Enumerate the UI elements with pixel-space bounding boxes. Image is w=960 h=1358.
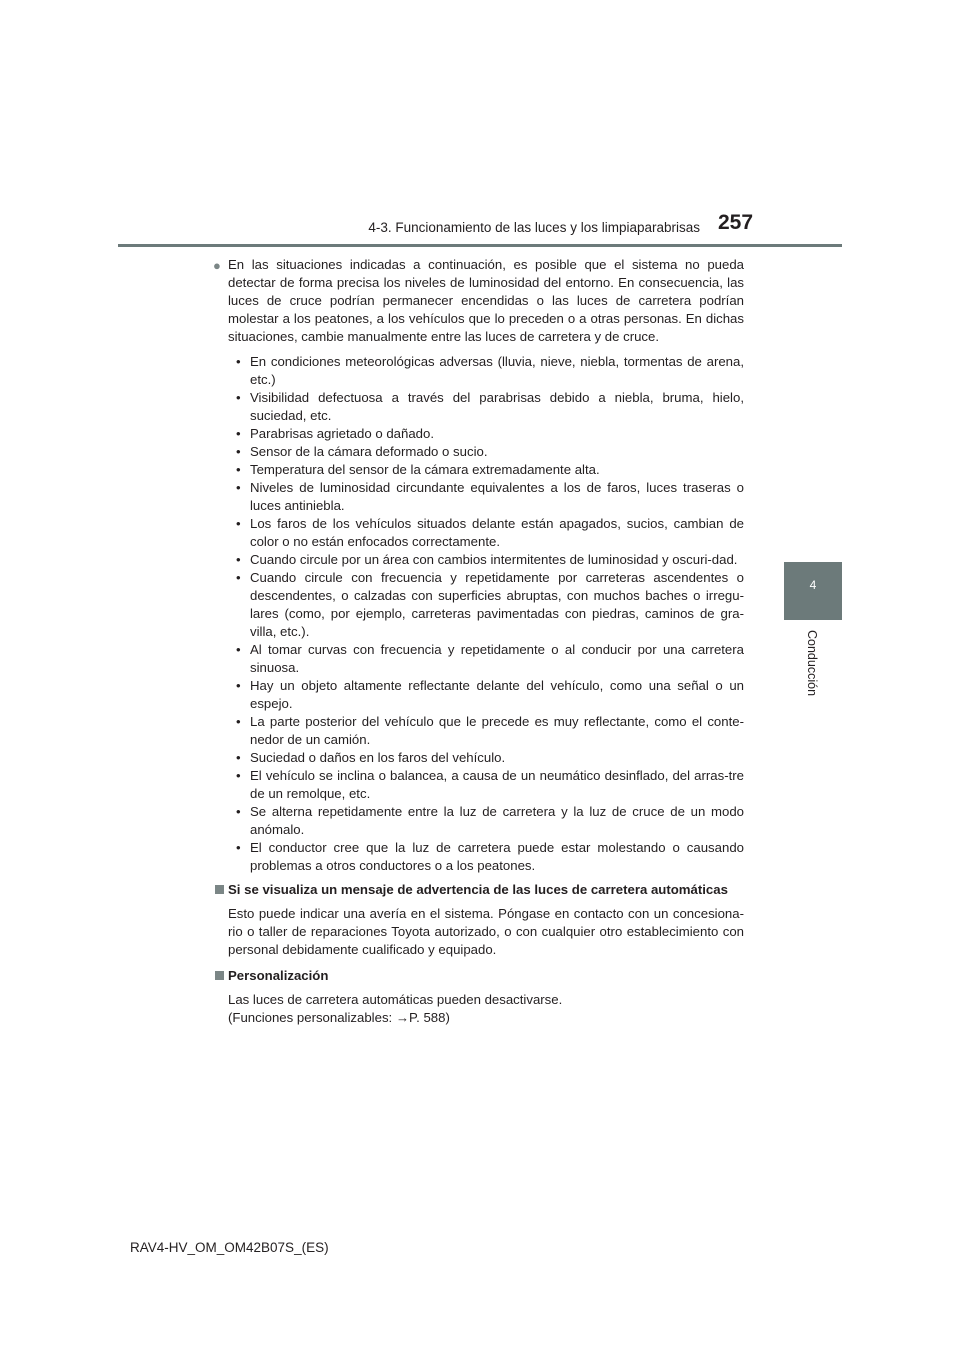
list-item: • Temperatura del sensor de la cámara extremadamente alta. [236, 462, 600, 477]
bullet-dot-icon: • [236, 444, 241, 459]
square-bullet-icon [215, 885, 224, 894]
list-item: • Hay un objeto altamente reflectante delante del vehículo, como una señal o un espejo. [236, 678, 744, 711]
bullet-dot-icon: • [236, 768, 241, 783]
bullet-dot-icon: • [236, 804, 241, 819]
bullet-dot-icon: • [236, 480, 241, 495]
bullet-dot-icon: • [236, 390, 241, 405]
section-title: 4-3. Funcionamiento de las luces y los limpiaparabrisas [368, 220, 700, 235]
bullet-dot-icon: • [236, 570, 241, 585]
list-item: • Cuando circule con frecuencia y repetidamente por carreteras ascendentes o descendentes, o calzadas con superficies abruptas, con muchos baches o irregu-lares (como, por ejemplo, carreteras pavimentadas con piedras, caminos de gra-villa, etc.). [236, 570, 744, 639]
list-item: • Los faros de los vehículos situados delante están apagados, sucios, cambian de color o no están enfocados correctamente. [236, 516, 744, 549]
page-number: 257 [718, 211, 754, 234]
intro-paragraph [213, 256, 744, 346]
bullet-dot-icon: • [236, 426, 241, 441]
bullet-dot-icon: • [236, 552, 241, 567]
list-item: • Sensor de la cámara deformado o sucio. [236, 444, 488, 459]
list-item: • Suciedad o daños en los faros del vehículo. [236, 750, 506, 765]
conditions-list [228, 353, 744, 875]
bullet-dot-icon: • [236, 840, 241, 855]
list-item: • Visibilidad defectuosa a través del parabrisas debido a niebla, bruma, hielo, suciedad, etc. [236, 390, 744, 423]
bullet-dot-icon: • [236, 642, 241, 657]
list-item: • Parabrisas agrietado o dañado. [236, 426, 435, 441]
section-body: Esto puede indicar una avería en el sistema. Póngase en contacto con un concesiona-rio o taller de reparaciones Toyota autorizado, o con cualquier otro establecimiento con personal debidamente cualificado y equipado. [228, 906, 744, 957]
list-item: • Cuando circule por un área con cambios intermitentes de luminosidad y oscuri-dad. [236, 552, 738, 567]
section-heading: Personalización [228, 967, 744, 985]
list-item: • El conductor cree que la luz de carretera puede estar molestando o causando problemas a otros conductores o a los peatones. [236, 840, 744, 873]
chapter-label: Conducción [805, 630, 819, 697]
list-item: • Se alterna repetidamente entre la luz de carretera y la luz de cruce de un modo anómalo. [236, 804, 744, 837]
main-content [213, 256, 744, 1027]
bullet-dot-icon: • [236, 354, 241, 369]
list-item: • La parte posterior del vehículo que le precede es muy reflectante, como el conte-nedor de un camión. [236, 714, 744, 747]
square-bullet-icon [215, 971, 224, 980]
header-divider [118, 244, 842, 247]
bullet-dot-icon: • [236, 516, 241, 531]
bullet-dot-icon: • [236, 462, 241, 477]
list-item: • Niveles de luminosidad circundante equivalentes a los de faros, luces traseras o luces antiniebla. [236, 480, 744, 513]
list-item: • El vehículo se inclina o balancea, a causa de un neumático desinflado, del arras-tre de un remolque, etc. [236, 768, 744, 801]
personalization-section [228, 967, 744, 1027]
chapter-tab: 4 [784, 562, 842, 620]
bullet-dot-icon: • [236, 750, 241, 765]
list-item: • Al tomar curvas con frecuencia y repetidamente o al conducir por una carretera sinuosa. [236, 642, 744, 675]
bullet-dot-icon: • [236, 678, 241, 693]
list-item: • En condiciones meteorológicas adversas (lluvia, nieve, niebla, tormentas de arena, etc.) [236, 354, 744, 387]
cross-reference-link[interactable]: (Funciones personalizables: →P. 588) [228, 1010, 450, 1025]
circle-bullet-icon: ● [213, 258, 221, 273]
warning-message-section [228, 881, 744, 959]
intro-text: En las situaciones indicadas a continuación, es posible que el sistema no pueda detectar de forma precisa los niveles de luminosidad del entorno. En consecuencia, las luces de cruce podrían permanecer encendidas o las luces de carretera podrían molestar a los peatones, a los vehículos que lo preceden o a otras personas. En dichas situaciones, cambie manualmente entre las luces de carretera y de cruce. [228, 257, 744, 344]
section-heading: Si se visualiza un mensaje de advertencia de las luces de carretera automáticas [228, 881, 744, 899]
document-code: RAV4-HV_OM_OM42B07S_(ES) [130, 1240, 329, 1255]
bullet-dot-icon: • [236, 714, 241, 729]
section-body: Las luces de carretera automáticas pueden desactivarse. (Funciones personalizables: →P. 588) [228, 992, 563, 1025]
